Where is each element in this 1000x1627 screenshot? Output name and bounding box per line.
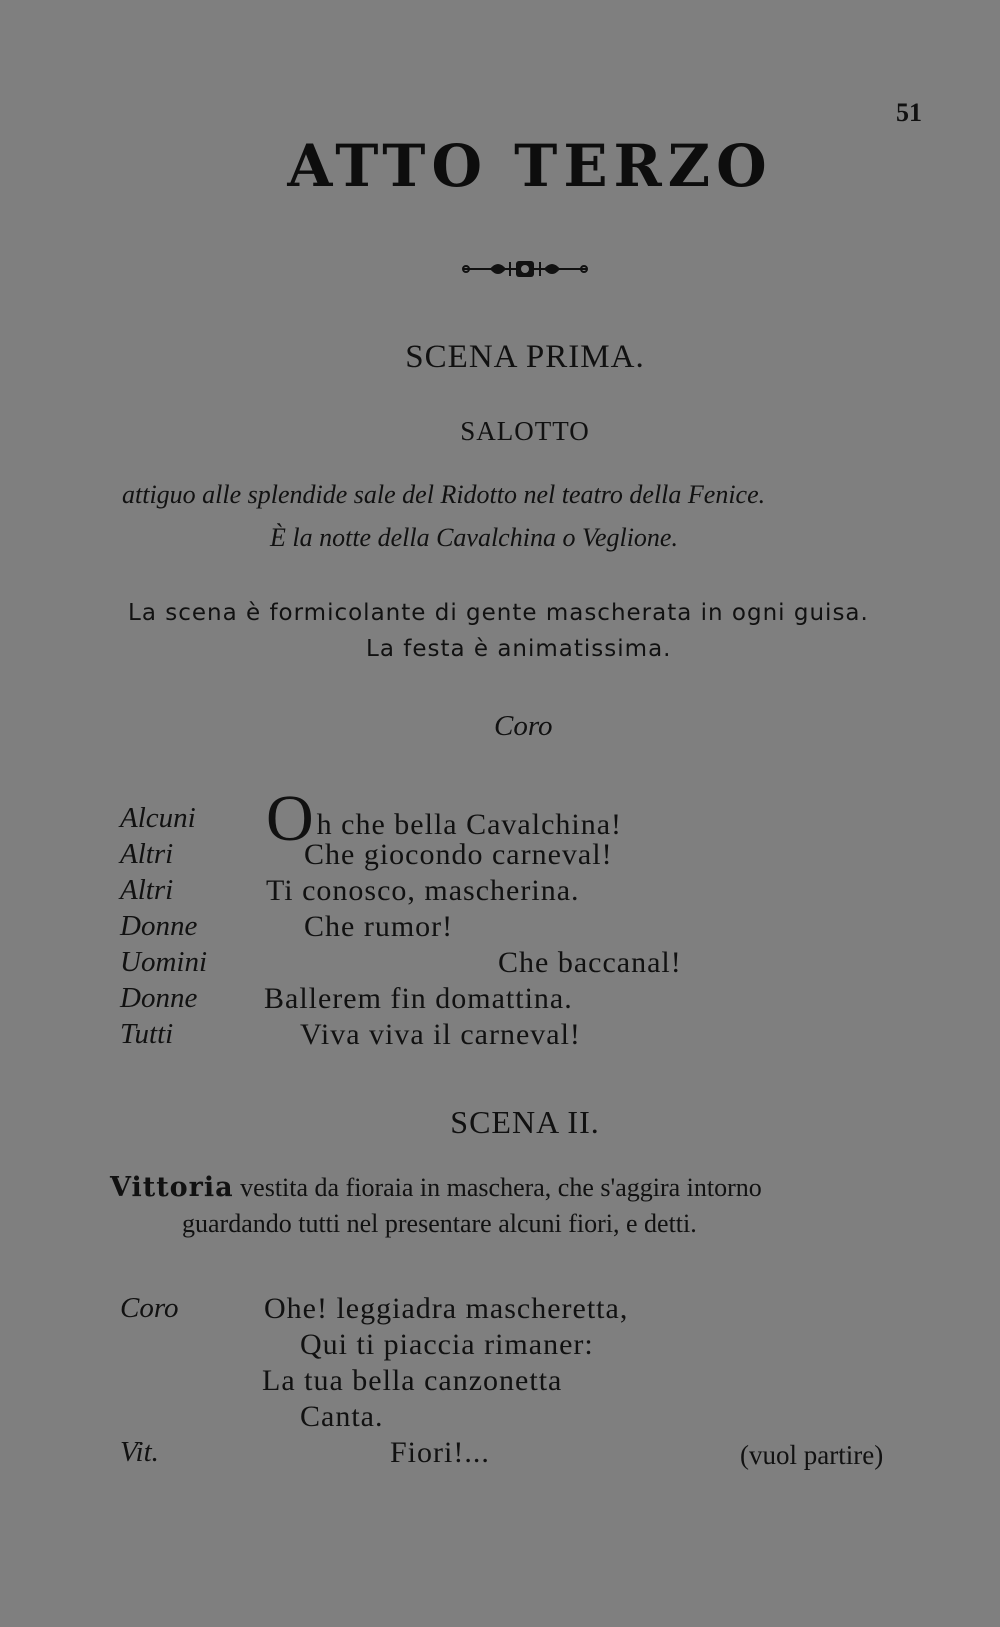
speaker-name: Coro	[120, 1292, 179, 1324]
character-name: Vittoria	[110, 1172, 234, 1203]
scene-heading: SCENA PRIMA.	[405, 339, 645, 375]
verse-line: Ohe! leggiadra mascheretta,	[264, 1292, 629, 1325]
verse-line: Che baccanal!	[498, 946, 682, 979]
speaker-name: Donne	[120, 982, 198, 1014]
verse-line: Qui ti piaccia rimaner:	[300, 1328, 594, 1361]
chorus-label: Coro	[494, 710, 553, 742]
verse-line: La tua bella canzonetta	[262, 1364, 563, 1397]
scene-heading: SCENA II.	[450, 1104, 600, 1140]
verse-line: Ballerem fin domattina.	[264, 982, 573, 1015]
speaker-name: Altri	[120, 838, 174, 870]
stage-description: La festa è animatissima.	[366, 636, 672, 662]
act-title: ATTO TERZO	[287, 132, 773, 200]
speaker-name: Uomini	[120, 946, 207, 978]
stage-direction: guardando tutti nel presentare alcuni fiori, e detti.	[182, 1209, 697, 1238]
verse-text: h che bella Cavalchina!	[316, 808, 623, 841]
speaker-name: Tutti	[120, 1018, 174, 1050]
speaker-name: Alcuni	[120, 802, 196, 834]
setting-line: È la notte della Cavalchina o Veglione.	[270, 523, 678, 552]
verse-line: Canta.	[300, 1400, 384, 1433]
speaker-name: Altri	[120, 874, 174, 906]
stage-description: La scena è formicolante di gente mascherata in ogni guisa.	[128, 600, 869, 626]
verse-line: Fiori!...	[390, 1436, 490, 1469]
verse-line: Che rumor!	[304, 910, 454, 943]
stage-aside: (vuol partire)	[740, 1440, 884, 1470]
speaker-name: Donne	[120, 910, 198, 942]
page-number: 51	[896, 98, 922, 127]
verse-line: Che giocondo carneval!	[304, 838, 613, 871]
verse-line: Ti conosco, mascherina.	[266, 874, 580, 907]
setting-title: SALOTTO	[460, 416, 590, 446]
setting-line: attiguo alle splendide sale del Ridotto nel teatro della Fenice.	[122, 480, 766, 509]
ornament-divider-icon	[460, 258, 590, 280]
verse-line: Viva viva il carneval!	[300, 1018, 581, 1051]
speaker-name: Vit.	[120, 1436, 159, 1468]
stage-direction-text: vestita da fioraia in maschera, che s'aggira intorno	[240, 1173, 762, 1202]
drop-cap: O	[266, 782, 315, 855]
stage-direction	[110, 1172, 762, 1203]
